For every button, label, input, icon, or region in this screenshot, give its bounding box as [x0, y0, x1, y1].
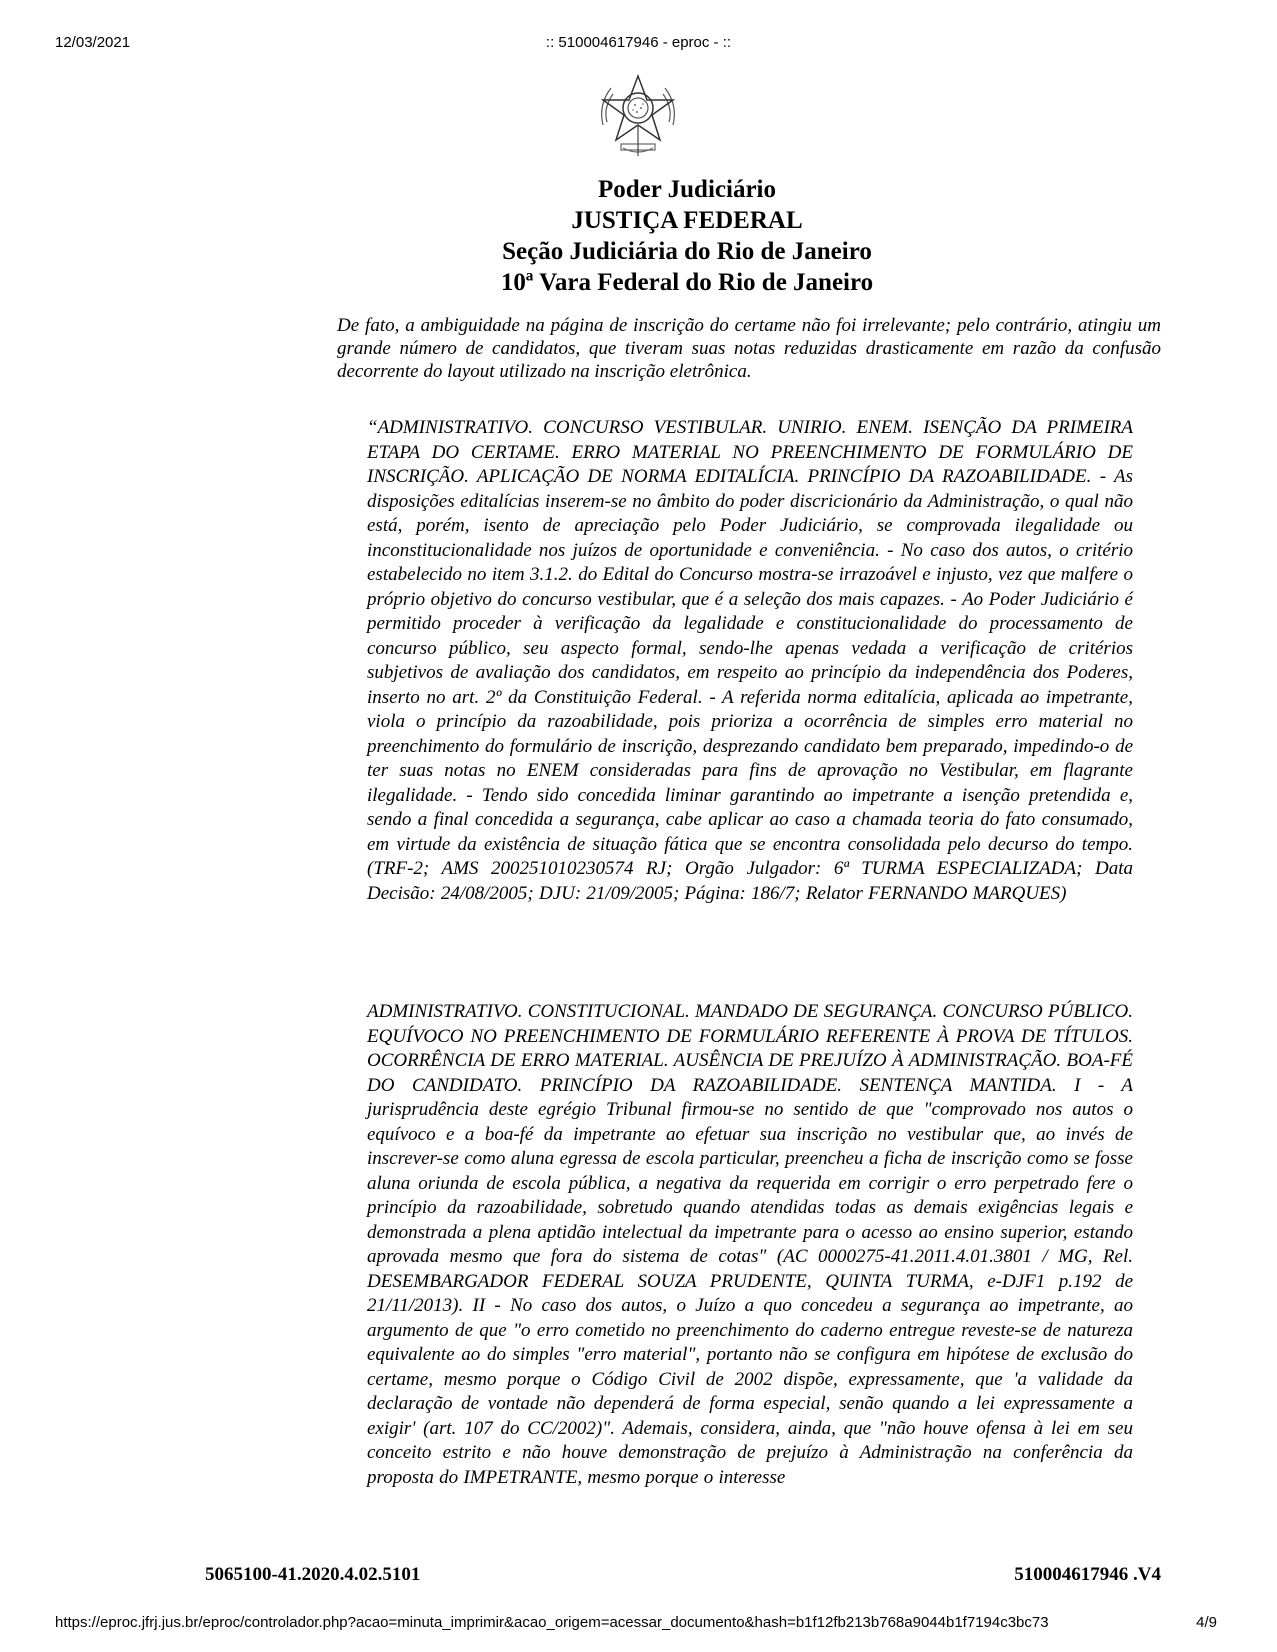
print-page-title: :: 510004617946 - eproc - :: — [545, 34, 732, 51]
print-page-number: 4/9 — [1196, 1614, 1217, 1631]
header-federal-court: 10ª Vara Federal do Rio de Janeiro — [500, 269, 874, 296]
header-judiciary: Poder Judiciário — [597, 176, 776, 203]
header-federal-justice: JUSTIÇA FEDERAL — [571, 207, 803, 234]
print-date: 12/03/2021 — [55, 34, 131, 51]
header-judicial-section: Seção Judiciária do Rio de Janeiro — [502, 238, 872, 265]
intro-paragraph: De fato, a ambiguidade na página de inscrição do certame não foi irrelevante; pelo contrário, atingiu um grande número de candidatos, que tiveram suas notas reduzidas drasticamente em razão da confusão decorrente do layout utilizado na inscrição eletrônica. — [337, 315, 1161, 382]
print-header — [0, 34, 1277, 54]
process-number: 5065100-41.2020.4.02.5101 — [205, 1564, 421, 1585]
print-url: https://eproc.jfrj.jus.br/eproc/controlador.php?acao=minuta_imprimir&acao_origem=acessar_documento&hash=b1f12fb213b768a9044b1f7194c3bc73 — [55, 1614, 1049, 1631]
document-id: 510004617946 .V4 — [1014, 1564, 1161, 1585]
jurisprudence-quote-1: “ADMINISTRATIVO. CONCURSO VESTIBULAR. UNIRIO. ENEM. ISENÇÃO DA PRIMEIRA ETAPA DO CERTAME. ERRO MATERIAL NO PREENCHIMENTO DE FORMULÁRIO DE INSCRIÇÃO. APLICAÇÃO DE NORMA EDITALÍCIA. PRINCÍPIO DA RAZOABILIDADE. - As disposições editalícias inserem-se no âmbito do poder discricionário da Administração, o qual não está, porém, isento de apreciação pelo Poder Judiciário, se comprovada ilegalidade ou inconstitucionalidade nos juízos de oportunidade e conveniência. - No caso dos autos, o critério estabelecido no item 3.1.2. do Edital do Concurso mostra-se irrazoável e injusto, vez que malfere o próprio objetivo do concurso vestibular, que é a seleção dos mais capazes. - Ao Poder Judiciário é permitido proceder à verificação da legalidade e constitucionalidade do processamento de concurso público, seu aspecto formal, sendo-lhe apenas vedada a verificação de critérios subjetivos de avaliação dos candidatos, em respeito ao princípio da independência dos Poderes, inserto no art. 2º da Constituição Federal. - A referida norma editalícia, aplicada ao impetrante, viola o princípio da razoabilidade, pois prioriza a ocorrência de simples erro material no preenchimento do formulário de inscrição, desprezando candidato bem preparado, impedindo-o de ter suas notas no ENEM consideradas para fins de aprovação no Vestibular, em flagrante ilegalidade. - Tendo sido concedida liminar garantindo ao impetrante a isenção pretendida e, sendo a final concedida a segurança, cabe aplicar ao caso a chamada teoria do fato consumado, em virtude da existência de situação fática que se encontra consolidada pelo decurso do tempo. (TRF-2; AMS 200251010230574 RJ; Orgão Julgador: 6ª TURMA ESPECIALIZADA; Data Decisão: 24/08/2005; DJU: 21/09/2005; Página: 186/7; Relator FERNANDO MARQUES) — [367, 417, 1133, 904]
print-footer — [0, 1614, 1277, 1634]
coat-of-arms-emblem — [593, 70, 683, 160]
court-header — [0, 174, 1277, 298]
jurisprudence-quote-2: ADMINISTRATIVO. CONSTITUCIONAL. MANDADO DE SEGURANÇA. CONCURSO PÚBLICO. EQUÍVOCO NO PREENCHIMENTO DE FORMULÁRIO REFERENTE À PROVA DE TÍTULOS. OCORRÊNCIA DE ERRO MATERIAL. AUSÊNCIA DE PREJUÍZO À ADMINISTRAÇÃO. BOA-FÉ DO CANDIDATO. PRINCÍPIO DA RAZOABILIDADE. SENTENÇA MANTIDA. I - A jurisprudência deste egrégio Tribunal firmou-se no sentido de que "comprovado nos autos o equívoco e a boa-fé da impetrante ao efetuar sua inscrição no vestibular que, ao invés de inscrever-se como aluna egressa de escola particular, preencheu a ficha de inscrição como se fosse aluna oriunda de escola pública, a negativa da requerida em corrigir o erro perpetrado fere o princípio da razoabilidade, sobretudo quando atendidas todas as demais exigências legais e demonstrada a plena aptidão intelectual da impetrante para o acesso ao ensino superior, estando aprovada mesmo que fora do sistema de cotas" (AC 0000275-41.2011.4.01.3801 / MG, Rel. DESEMBARGADOR FEDERAL SOUZA PRUDENTE, QUINTA TURMA, e-DJF1 p.192 de 21/11/2013). II - No caso dos autos, o Juízo a quo concedeu a segurança ao impetrante, ao argumento de que "o erro cometido no preenchimento do caderno entregue reveste-se de natureza equivalente ao do simples "erro material", portanto não se configura em hipótese de exclusão do certame, mesmo porque o Código Civil de 2002 dispõe, expressamente, que 'a validade da declaração de vontade não dependerá de forma especial, senão quando a lei expressamente a exigir' (art. 107 do CC/2002)". Ademais, considera, ainda, que "não houve ofensa à lei em seu conceito estrito e não houve demonstração de prejuízo à Administração na conferência da proposta do IMPETRANTE, mesmo porque o interesse — [367, 1001, 1133, 1488]
